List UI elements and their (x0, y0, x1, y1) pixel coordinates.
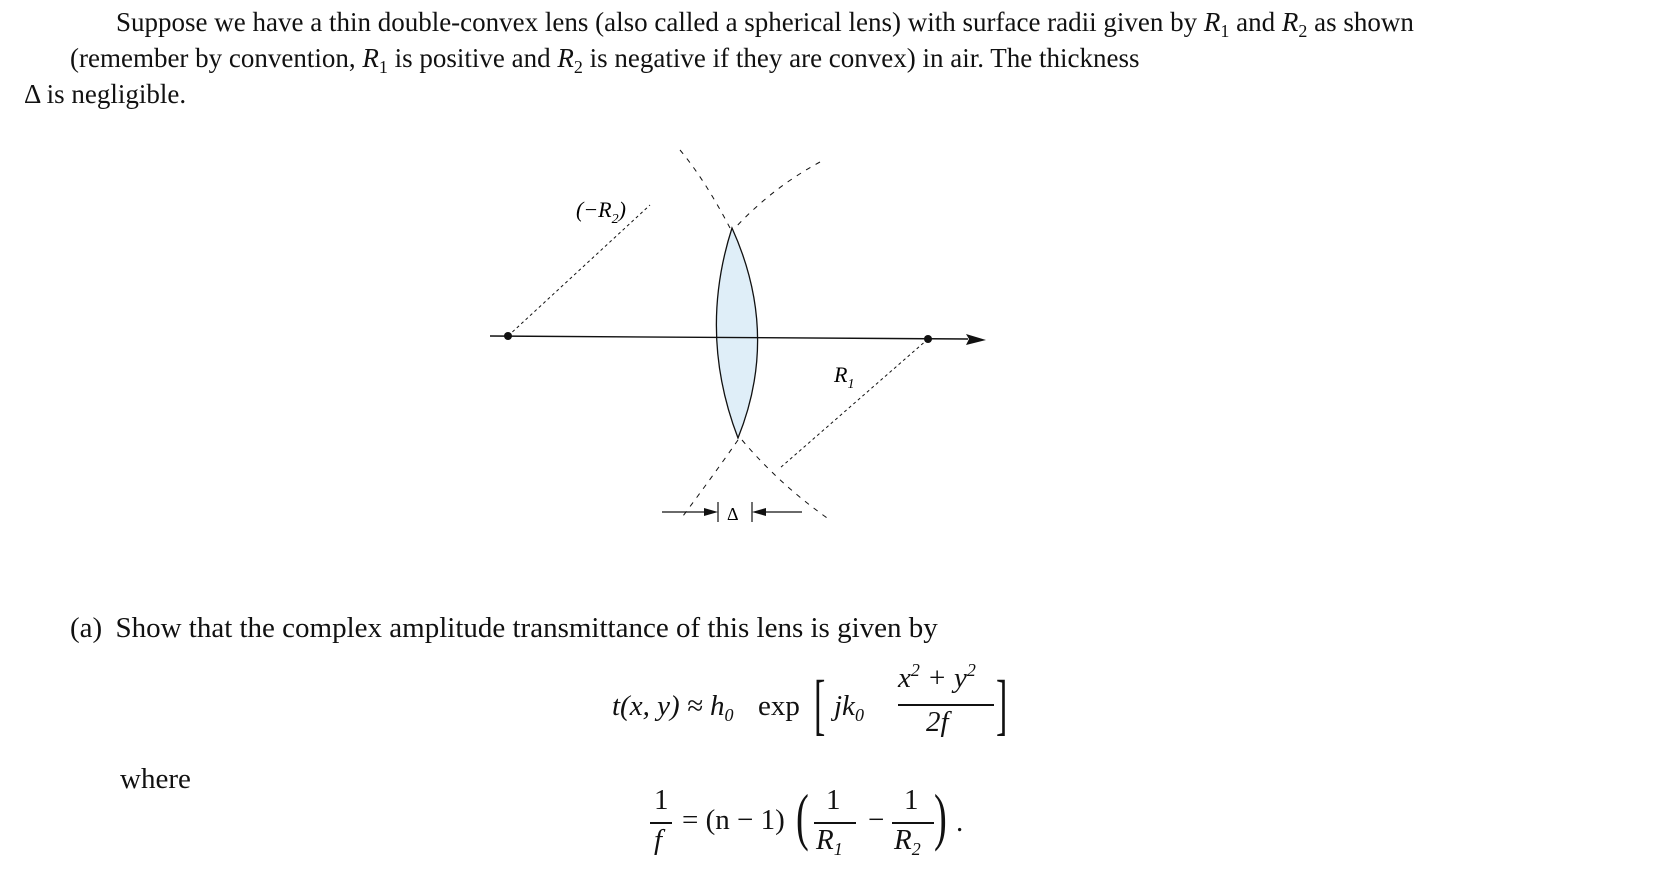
eq2-period: . (956, 806, 964, 838)
r1-subscript-2: 1 (378, 57, 388, 77)
intro-text-1: Suppose we have a thin double-convex lens (also called a spherical lens) with surface radii given by (116, 7, 1204, 37)
intro-text-3: is positive and (387, 43, 558, 73)
part-a-label: (a) (70, 612, 103, 644)
r2-symbol: R (1281, 7, 1299, 37)
eq1-k-subscript: 0 (854, 705, 864, 725)
eq1-h-subscript: 0 (724, 705, 734, 725)
equation-focal-length (648, 781, 968, 872)
eq1-jk-text: jk (834, 690, 855, 722)
lens-shape (716, 228, 757, 438)
delta-arrowhead-left (704, 508, 718, 516)
part-a-statement (70, 612, 938, 645)
part-a-text: Show that the complex amplitude transmittance of this lens is given by (115, 612, 938, 644)
intro-text-and: and (1229, 7, 1276, 37)
eq1-denominator: 2f (926, 706, 949, 738)
eq2-n-minus-one: = (n − 1) (682, 804, 785, 836)
r1-symbol-2: R (362, 43, 379, 73)
eq2-lhs-denominator: f (654, 824, 663, 856)
center-of-curvature-r1 (924, 335, 932, 343)
eq2-second-numerator: 1 (904, 784, 919, 816)
eq2-minus: − (868, 804, 885, 836)
eq2-right-paren: ) (934, 781, 947, 852)
eq1-right-bracket: ] (996, 666, 1008, 742)
eq2-r2-subscript: 2 (911, 839, 921, 859)
r1-symbol: R (1203, 7, 1221, 37)
eq1-num-x-exp: 2 (910, 660, 920, 680)
intro-text-2: as shown (remember by convention, (70, 7, 1414, 73)
equation-transmittance (612, 660, 1032, 754)
intro-text-5: Δ is negligible. (24, 79, 187, 109)
axis-arrowhead (966, 334, 986, 345)
label-r2: $(-R_2)$ (576, 197, 626, 227)
r2-subscript-2: 2 (573, 57, 583, 77)
radius-r2-line (508, 205, 650, 336)
eq1-num-x: x (898, 662, 911, 694)
eq1-num-y: + y (919, 662, 967, 694)
eq1-jk (834, 690, 864, 723)
r1-subscript: 1 (1220, 21, 1230, 41)
eq2-first-denominator (816, 824, 843, 857)
upper-right-arc (735, 162, 820, 228)
radius-r1-line (780, 339, 928, 468)
eq2-second-denominator (894, 824, 921, 857)
lens-diagram-svg (490, 140, 1050, 570)
eq1-num-y-exp: 2 (966, 660, 976, 680)
eq2-left-paren: ( (796, 781, 809, 852)
upper-left-arc (680, 150, 730, 228)
lower-right-arc (742, 440, 830, 520)
eq2-first-numerator: 1 (826, 784, 841, 816)
where-label: where (120, 763, 191, 795)
eq1-left-bracket: [ (814, 666, 826, 742)
eq1-numerator (898, 662, 976, 695)
eq2-r2: R (894, 824, 912, 856)
eq1-lhs (612, 690, 734, 723)
label-r1: $R_1$ (834, 362, 855, 392)
intro-text-4: is negative if they are convex) in air. The thickness (582, 43, 1140, 73)
intro-paragraph (24, 4, 1490, 112)
eq1-lhs-text: t(x, y) ≈ h (612, 690, 725, 722)
lens-diagram (490, 140, 1050, 570)
r2-subscript: 2 (1298, 21, 1308, 41)
center-of-curvature-r2 (504, 332, 512, 340)
eq2-r1-subscript: 1 (833, 839, 843, 859)
eq2-lhs-numerator: 1 (654, 784, 669, 816)
eq2-r1: R (816, 824, 834, 856)
eq1-exp: exp (758, 690, 800, 722)
r2-symbol-2: R (557, 43, 574, 73)
label-delta: Δ (727, 504, 739, 524)
